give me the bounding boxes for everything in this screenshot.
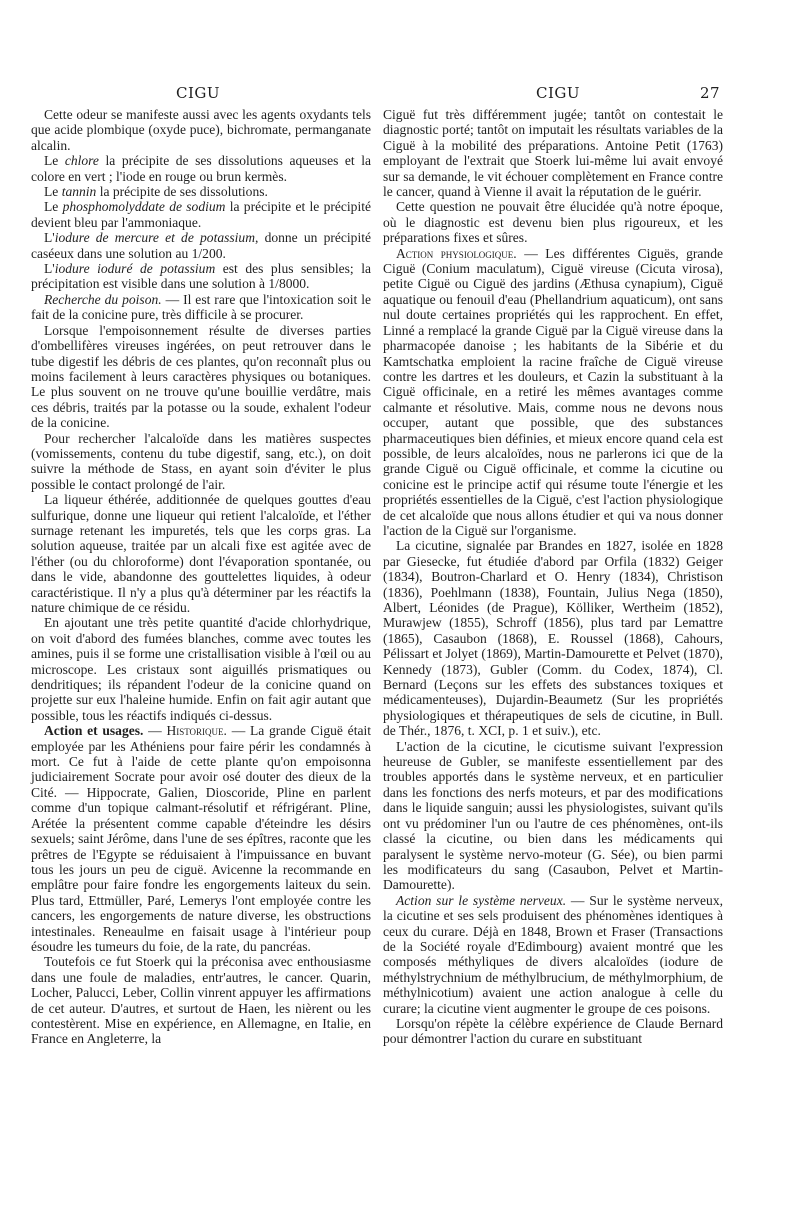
- paragraph: [31, 107, 371, 153]
- paragraph: [383, 1016, 723, 1047]
- italic-term: phosphomolyddate de sodium: [62, 199, 226, 215]
- page-number: 27: [700, 84, 721, 102]
- paragraph-prefix: L': [44, 261, 55, 277]
- paragraph: [31, 292, 371, 323]
- section-lead: Action physiologique.: [396, 245, 517, 261]
- header-left: CIGU: [176, 84, 221, 102]
- paragraph-text: L'action de la cicutine, le cicutisme suivant l'expression heureuse de Gubler, se manifeste essentiellement par des troubles apportés dans le système nerveux, et en particulier dans les fonctions des nerfs moteurs, et par des modifications dans le liquide sanguin; aussi les physiologistes, suivant qu'ils ont vu prédominer l'un ou l'autre de ces phénomènes, ont-ils classé la cicutine, ou bien dans les médicaments qui paralysent le système nervo-moteur (G. Sée), ou bien parmi les modificateurs du sang (Casaubon, Pelvet et Martin-Damourette).: [383, 738, 723, 893]
- paragraph-prefix: Le: [44, 184, 62, 200]
- paragraph-text: La liqueur éthérée, additionnée de quelques gouttes d'eau sulfurique, donne une liqueur qui retient l'alcaloïde, et l'éther surnage retenant les impuretés, tels que les corps gras. La solution aqueuse, traitée par un alcali fixe est agitée avec de l'éther (ou du chloroforme) dont l'évaporation spontanée, ou dans le vide, abandonne des gouttelettes liquides, à odeur caractéristique. Il n'y a plus qu'à déterminer par les réactifs la nature chimique de ce résidu.: [31, 492, 371, 615]
- paragraph: [383, 246, 723, 539]
- paragraph: [383, 199, 723, 245]
- paragraph: [31, 615, 371, 723]
- section-heading: Action et usages.: [44, 723, 144, 739]
- header-center: CIGU: [536, 84, 581, 102]
- paragraph-text: Pour rechercher l'alcaloïde dans les matières suspectes (vomissements, contenu du tube digestif, sang, etc.), on doit suivre la méthode de Stass, en ayant soin d'éviter le plus possible le contact prolongé de l'air.: [31, 430, 371, 492]
- paragraph-text: — La grande Ciguë était employée par les Athéniens pour faire périr les condamnés à mort. Ce fut à l'aide de cette plante qu'on empoisonna judiciairement Socrate pour avoir osé douter des dieux de la Cité. — Hippocrate, Galien, Dioscoride, Pline en parlent comme d'un topique calmant-résolutif et réfrigérant. Pline, Arétée la présentent comme capable d'éteindre les désirs sexuels; saint Jérôme, dans l'une de ses épîtres, raconte que les prêtres de l'Egypte se réduisaient à l'impuissance en buvant tous les jours un peu de ciguë. Avicenne la recommande en emplâtre pour faire fondre les engorgements laiteux du sein. Plus tard, Ettmüller, Paré, Lemerys l'ont employée contre les cancers, les engorgements de nature diverse, les obstructions intestinales. Reneaulme en faisait usage à l'intérieur poup ésoudre les tumeurs du foie, de la rate, du pancréas.: [31, 723, 371, 954]
- italic-term: iodure ioduré de potassium: [54, 261, 216, 277]
- paragraph-text: — Sur le système nerveux, la cicutine et ses sels produisent des phénomènes identiques à ceux du curare. Déjà en 1848, Brown et Fraser (Transactions de la Société royale d'Edimbourg) avaient montré que les composés méthyliques de divers alcaloïdes (iodure de méthylstrychnium de méthylbrucium, de méthylmorphium, de méthylnicotium) avaient une action analogue à celle du curare; la cicutine vient augmenter le groupe de ces poisons.: [383, 892, 723, 1016]
- paragraph: [31, 492, 371, 615]
- paragraph: [31, 323, 371, 431]
- italic-term: chlore: [64, 153, 99, 169]
- paragraph: [31, 199, 371, 230]
- paragraph-text: En ajoutant une très petite quantité d'acide chlorhydrique, on voit d'abord des fumées blanches, comme avec toutes les amines, puis il se forme une cristallisation visible à l'œil ou au microscope. Les cristaux sont aiguillés prismatiques ou dendritiques; ils répandent l'odeur de la conicine quand on projette sur eux l'haleine humide. Enfin on fait agir autant que possible, tous les réactifs indiqués ci-dessus.: [31, 615, 371, 723]
- paragraph-text: la précipite de ses dissolutions aqueuses et la colore en vert ; l'iode en rouge ou brun kermès.: [31, 153, 371, 184]
- paragraph-text: — Il est rare que l'intoxication soit le fait de la conicine pure, très difficile à se procurer.: [31, 291, 371, 323]
- paragraph-text: Lorsque l'empoisonnement résulte de diverses parties d'ombellifères vireuses ingérées, on peut retrouver dans le tube digestif les débris de ces plantes, qu'on reconnaît plus ou moins facilement à leurs caractères physiques ou botaniques. Le plus souvent on ne trouve qu'une bouillie verdâtre, mais ces débris, traités par la potasse ou la soude, exhalent l'odeur de la conicine.: [31, 322, 371, 431]
- paragraph: [31, 431, 371, 493]
- paragraph: [31, 230, 371, 261]
- paragraph: [383, 538, 723, 738]
- paragraph-prefix: Le: [44, 153, 65, 169]
- paragraph-text: la précipite et le précipité devient bleu par l'ammoniaque.: [31, 199, 371, 230]
- italic-term: Action sur le système nerveux.: [396, 892, 567, 908]
- paragraph-prefix: L': [44, 230, 55, 246]
- paragraph: [31, 184, 371, 199]
- paragraph-text: Toutefois ce fut Stoerk qui la préconisa avec enthousiasme dans une foule de maladies, entr'autres, le cancer. Quarin, Locher, Palucci, Leber, Collin vinrent appuyer les affirmations de cet auteur. D'autres, et surtout de Haen, les nièrent ou les contestèrent. Mise en expérience, en Allemagne, en Italie, en France en Angleterre, la: [31, 954, 371, 1047]
- paragraph-text: est des plus sensibles; la précipitation est visible dans une solution à 1/8000.: [31, 261, 371, 292]
- italic-term: tannin: [61, 184, 97, 200]
- paragraph: [31, 261, 371, 292]
- paragraph-text: la précipite de ses dissolutions.: [96, 184, 268, 200]
- paragraph: Action et usages. — Historique. — La grande Ciguë était employée par les Athéniens pour faire périr les condamnés à mort. Ce fut à l'aide de cette plante qu'on empoisonna judiciairement Socrate pour avoir osé douter des dieux de la Cité. — Hippocrate, Galien, Dioscoride, Pline en parlent comme d'un topique calmant-résolutif et réfrigérant. Pline, Arétée la présentent comme capable d'éteindre les désirs sexuels; saint Jérôme, dans l'une de ses épîtres, raconte que les prêtres de l'Egypte se réduisaient à l'impuissance en buvant tous les jours un peu de ciguë. Avicenne la recommande en emplâtre pour faire fondre les engorgements laiteux du sein. Plus tard, Ettmüller, Paré, Lemerys l'ont employée contre les cancers, les engorgements de nature diverse, les obstructions intestinales. Reneaulme en faisait usage à l'intérieur poup ésoudre les tumeurs du foie, de la rate, du pancréas.: [31, 723, 371, 954]
- italic-term: iodure de mercure et de potassium: [54, 230, 255, 246]
- left-column: [31, 107, 371, 1047]
- paragraph: [383, 107, 723, 199]
- italic-term: Recherche du poison.: [44, 291, 162, 307]
- paragraph-text: Cette odeur se manifeste aussi avec les agents oxydants tels que acide plombique (oxyde puce), bichromate, permanganate alcalin.: [31, 107, 371, 153]
- paragraph-text: — Les différentes Ciguës, grande Ciguë (Conium maculatum), Ciguë vireuse (Cicuta virosa), petite Ciguë ou Ciguë des jardins (Æthusa cynapium), Ciguë aquatique ou fenouil d'eau (Phellandrium aquaticum), ont sans nul doute certaines propriétés qui les rapprochent. En effet, Linné a remplacé la grande Ciguë par la Ciguë vireuse dans la pharmacopée danoise ; les habitants de la Sibérie et du Kamtschatka emploient la racine fraîche de Ciguë vireuse contre les dartres et les douleurs, et Cazin la substituant à la Ciguë officinale, en a retiré les mêmes avantages comme calmante et résolutive. Mais, comme nous ne devons nous occuper, autant que possible, que des substances pharmaceutiques bien définies, et mieux encore quand cela est possible, de leurs alcaloïdes, nous ne parlerons ici que de la grande Ciguë ou Ciguë officinale, et comme la cicutine ou conicine est le principe actif qui résume toute l'énergie et les propriétés essentielles de la Ciguë, c'est l'action physiologique de cet alcaloïde que nous allons étudier et qui va nous donner l'action de la Ciguë sur l'organisme.: [383, 245, 723, 538]
- paragraph-prefix: Le: [44, 199, 63, 215]
- paragraph: [31, 954, 371, 1046]
- paragraph: [383, 739, 723, 893]
- paragraph-text: La cicutine, signalée par Brandes en 1827, isolée en 1828 par Giesecke, fut étudiée d'abord par Orfila (1832) Geiger (1834), Boutron-Charlard et O. Henry (1834), Christison (1836), Poehlmann (1838), Fountain, Julius Nega (1850), Albert, Léonides (de Prague), Kölliker, Wertheim (1852), Murawjew (1855), Schroff (1856), plus tard par Lemattre (1865), Casaubon (1868), E. Roussel (1868), Cahours, Pélissart et Jolyet (1869), Martin-Damourette et Pelvet (1870), Kennedy (1873), Gubler (Comm. du Codex, 1874), Cl. Bernard (Leçons sur les effets des substances toxiques et médicamenteuses), Dujardin-Beaumetz (Sur les propriétés physiologiques et thérapeutiques de sels de cicutine, in Bull. de Thér., 1876, t. XCI, p. 1 et suiv.), etc.: [383, 538, 723, 739]
- paragraph: [383, 893, 723, 1016]
- paragraph-text: Ciguë fut très différemment jugée; tantôt on contestait le diagnostic porté; tantôt on imputait les résultats variables de la Ciguë à la mobilité des préparations. Antoine Petit (1763) employant de l'extrait que Stoerk lui-même lui avait envoyé sur sa demande, le vit échouer complètement en France contre le cancer, quand à Vienne il avait la réputation de le guérir.: [383, 107, 723, 200]
- subsection-lead: Historique.: [166, 723, 227, 739]
- running-header: [0, 84, 800, 106]
- paragraph-text: Lorsqu'on répète la célèbre expérience de Claude Bernard pour démontrer l'action du curare en substituant: [383, 1015, 723, 1047]
- paragraph: [31, 153, 371, 184]
- paragraph-text: Cette question ne pouvait être élucidée qu'à notre époque, où le diagnostic est devenu bien plus rigoureux, et les préparations fixes et sûres.: [383, 199, 723, 246]
- paragraph-text: , donne un précipité caséeux dans une solution au 1/200.: [31, 230, 371, 261]
- right-column: [383, 107, 723, 1047]
